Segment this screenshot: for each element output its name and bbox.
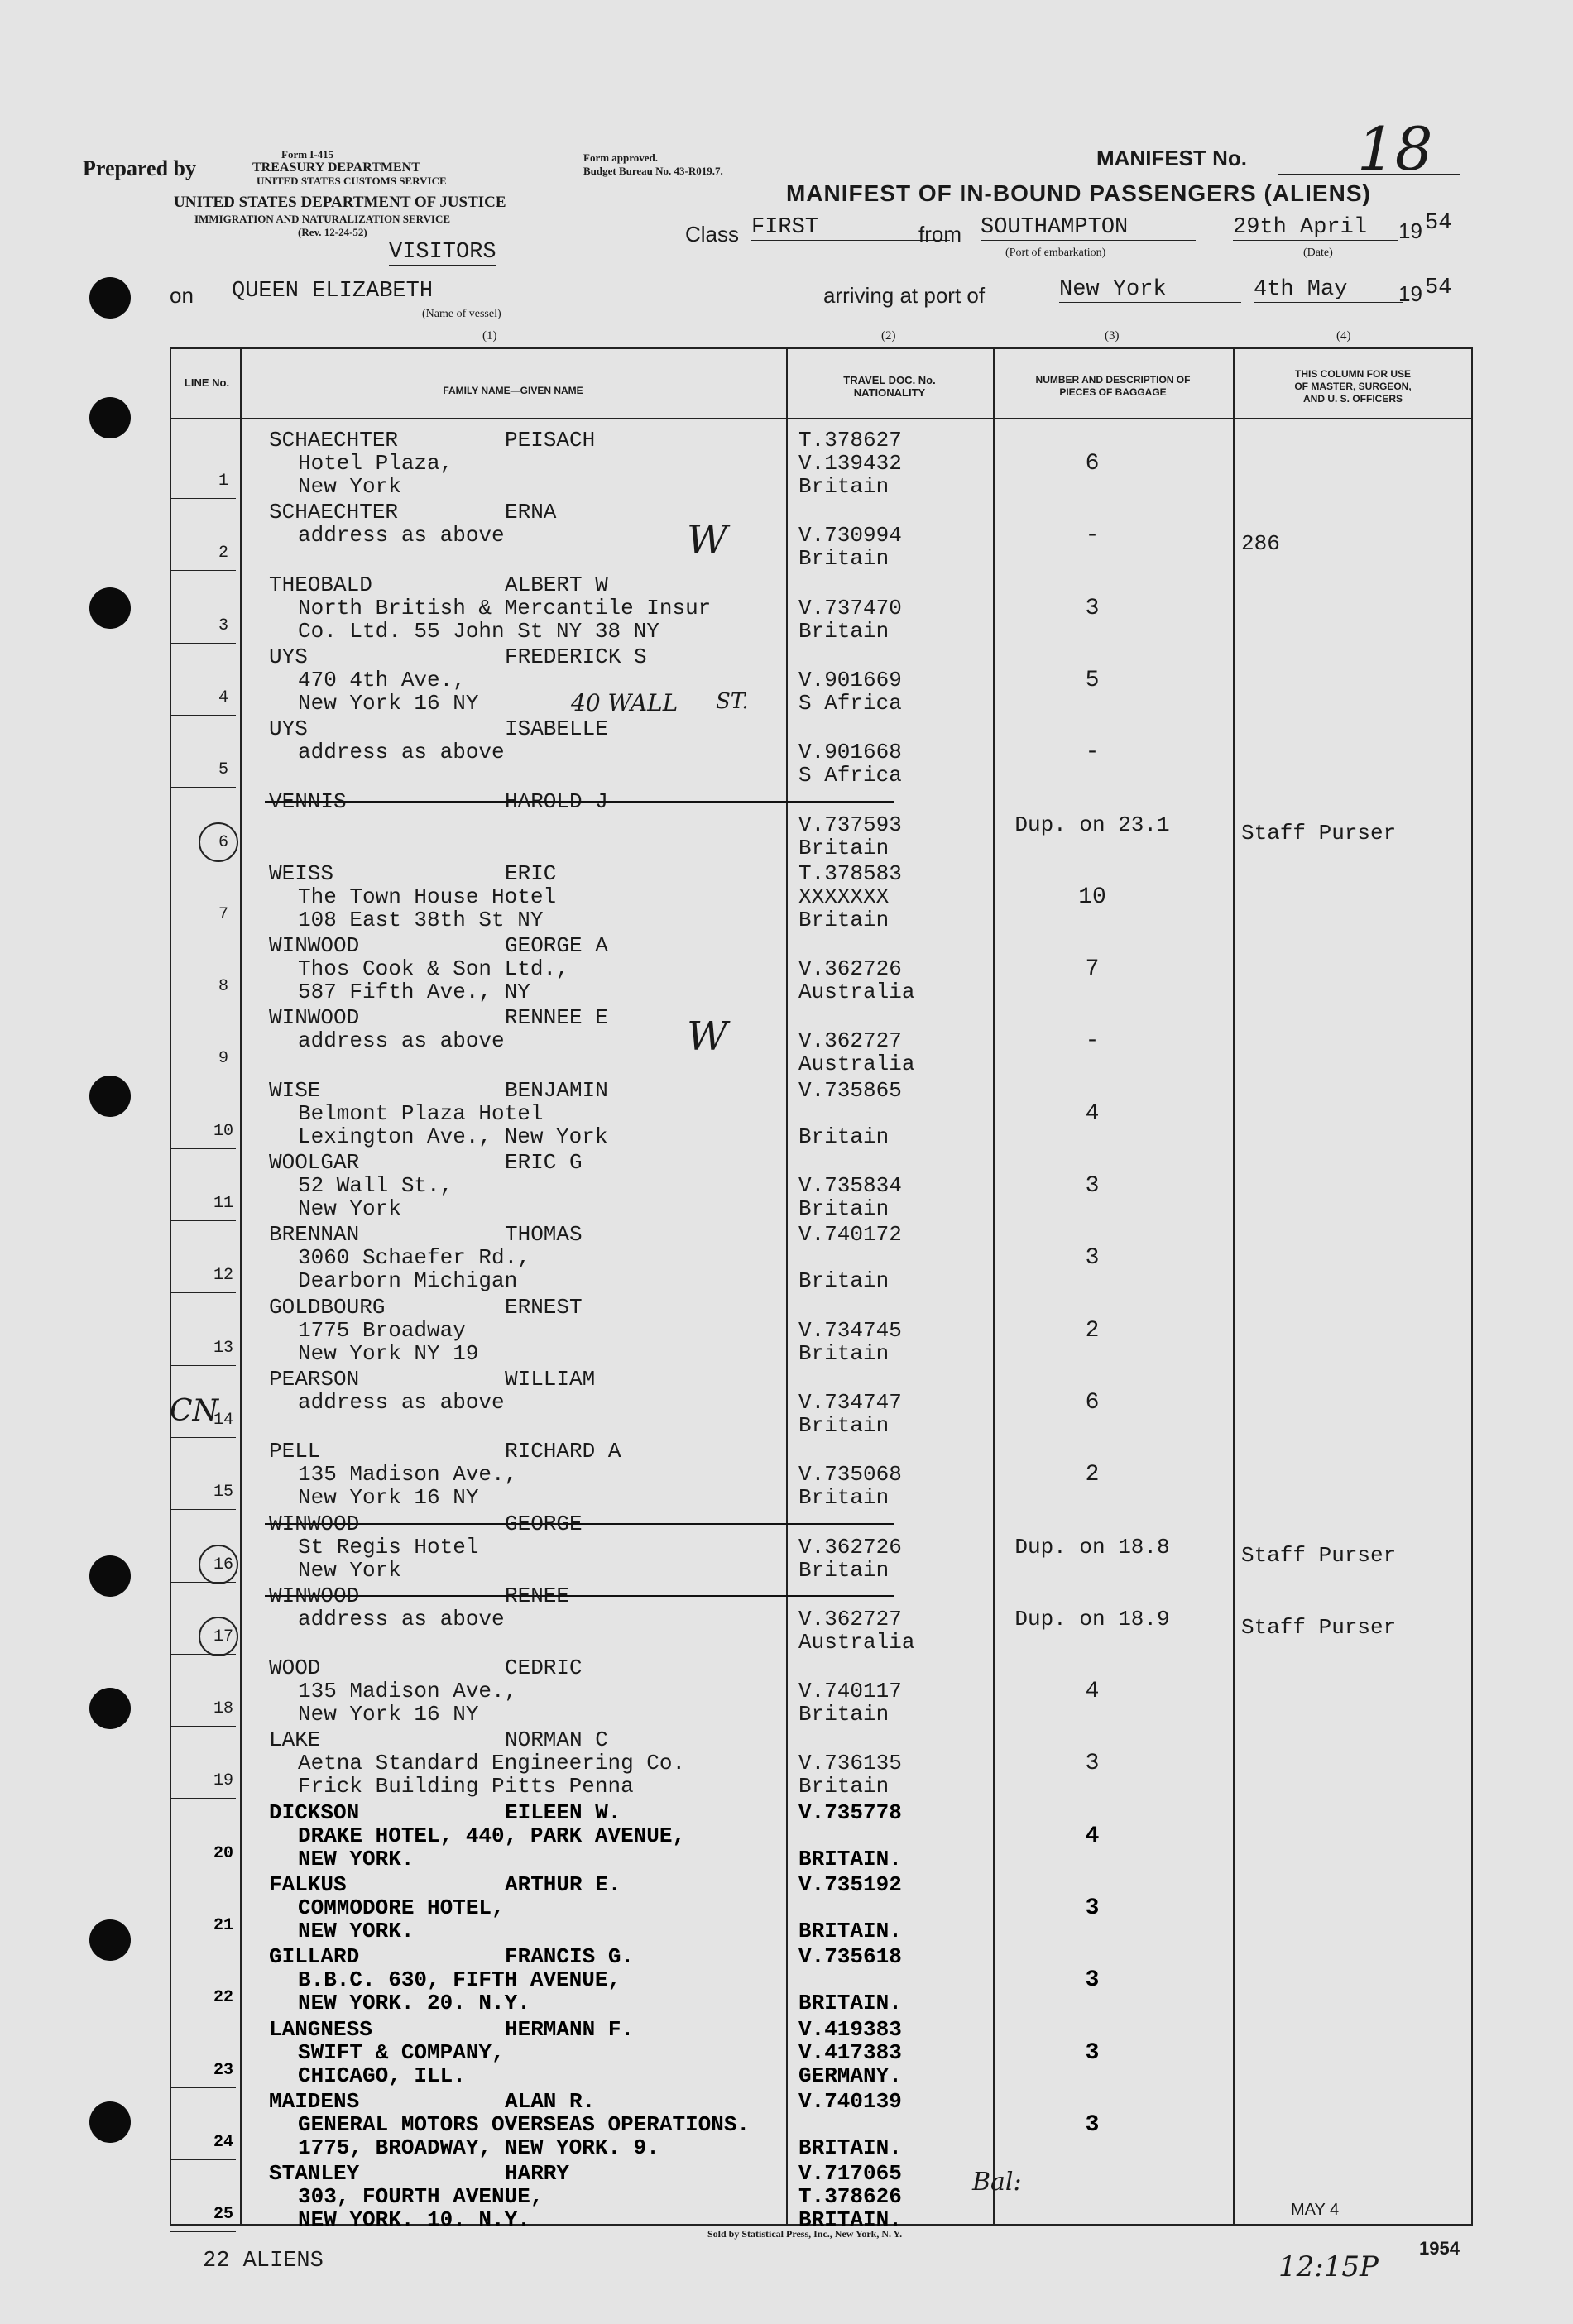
column-number-2: (2)	[881, 329, 896, 343]
baggage-count: -	[1085, 740, 1100, 766]
baggage-count: 10	[1078, 884, 1106, 910]
departure-date: 29th April	[1233, 215, 1398, 241]
table-row	[174, 2015, 1465, 2087]
date-stamp-time: 12:15P	[1278, 2250, 1379, 2283]
travel-doc-1: V.740172	[798, 1222, 902, 1248]
line-number: 6	[218, 832, 228, 852]
table-row	[174, 1437, 1465, 1509]
travel-doc-2: V.362726	[798, 1534, 902, 1560]
address-line-1: 52 Wall St.,	[298, 1173, 453, 1198]
header-baggage-2: PIECES OF BAGGAGE	[1059, 386, 1167, 398]
nationality: S Africa	[798, 763, 902, 788]
punch-hole	[89, 1076, 131, 1117]
given-name: EILEEN W.	[505, 1799, 621, 1825]
family-name: STANLEY	[269, 2161, 360, 2187]
address-line-2: NEW YORK.	[298, 1846, 415, 1871]
baggage-count: 2	[1085, 1317, 1100, 1344]
baggage-count: 2	[1085, 1462, 1100, 1488]
line-number: 20	[213, 1843, 233, 1863]
line-number: 25	[213, 2205, 233, 2225]
officer-note: Staff Purser	[1241, 1614, 1397, 1640]
nationality: Australia	[798, 980, 915, 1005]
family-name: PELL	[269, 1439, 321, 1464]
baggage-count: 3	[1085, 2111, 1100, 2138]
address-line-2: 587 Fifth Ave., NY	[298, 980, 530, 1005]
manifest-number: 18	[1357, 114, 1433, 184]
nationality: Britain	[798, 907, 890, 932]
travel-doc-2: V.362726	[798, 956, 902, 982]
family-name: DICKSON	[269, 1799, 360, 1825]
table-row	[174, 1004, 1465, 1076]
punch-hole	[89, 1688, 131, 1729]
address-line-1: 1775 Broadway	[298, 1317, 466, 1343]
dept-immigration: IMMIGRATION AND NATURALIZATION SERVICE	[194, 213, 451, 225]
address-line-2: Frick Building Pitts Penna	[298, 1774, 634, 1799]
travel-doc-2: V.734747	[798, 1389, 902, 1415]
punch-hole	[89, 1555, 131, 1597]
table-row	[174, 1943, 1465, 2015]
travel-doc-2: T.378626	[798, 2184, 902, 2210]
table-row	[174, 1654, 1465, 1726]
address-line-1: 135 Madison Ave.,	[298, 1462, 518, 1488]
address-line-2: Dearborn Michigan	[298, 1268, 518, 1294]
line-number: 14	[213, 1410, 233, 1430]
table-row	[174, 1365, 1465, 1437]
address-line-1: Hotel Plaza,	[298, 451, 453, 476]
address-line-1: 3060 Schaefer Rd.,	[298, 1245, 530, 1271]
port-of-embarkation: SOUTHAMPTON	[981, 215, 1196, 241]
nationality: Britain	[798, 835, 890, 860]
table-row	[174, 1582, 1465, 1654]
given-name: HARRY	[505, 2161, 570, 2187]
line-number: 24	[213, 2132, 233, 2152]
given-name: FRANCIS G.	[505, 1944, 635, 1970]
nationality: Britain	[798, 1340, 890, 1366]
column-number-3: (3)	[1105, 329, 1120, 343]
table-row	[174, 498, 1465, 570]
given-name: ERNA	[505, 500, 557, 525]
address-line-1: DRAKE HOTEL, 440, PARK AVENUE,	[298, 1823, 686, 1848]
nationality: BRITAIN.	[798, 1991, 902, 2016]
family-name: LAKE	[269, 1727, 321, 1753]
nationality: Britain	[798, 1196, 890, 1221]
punch-hole	[89, 1919, 131, 1961]
address-line-2: 1775, BROADWAY, NEW YORK. 9.	[298, 2135, 659, 2160]
baggage-count: 6	[1085, 1389, 1100, 1416]
given-name: BENJAMIN	[505, 1077, 608, 1103]
address-line-2: New York	[298, 1557, 401, 1583]
visitors-label: VISITORS	[389, 240, 496, 265]
arrival-port: New York	[1059, 277, 1241, 303]
given-name: CEDRIC	[505, 1656, 583, 1681]
line-number: 4	[218, 688, 228, 707]
nationality: Britain	[798, 1485, 890, 1511]
header-line-no: LINE No.	[184, 376, 230, 389]
travel-doc-2: V.737470	[798, 595, 902, 621]
address-line-1: SWIFT & COMPANY,	[298, 2039, 505, 2065]
punch-hole	[89, 277, 131, 319]
baggage-count: 5	[1085, 667, 1100, 693]
header-nationality: NATIONALITY	[853, 386, 926, 399]
baggage-count: -	[1085, 523, 1100, 549]
travel-doc-2: V.735834	[798, 1173, 902, 1198]
header-officers-2: OF MASTER, SURGEON,	[1294, 381, 1412, 392]
given-name: ALBERT W	[505, 572, 608, 597]
arrival-year-prefix: 19	[1398, 281, 1422, 306]
address-line-1: address as above	[298, 740, 505, 765]
travel-doc-2: V.362727	[798, 1028, 902, 1054]
manifest-number-underline	[1278, 174, 1460, 175]
nationality: Britain	[798, 1557, 890, 1583]
line-number: 18	[213, 1699, 233, 1719]
given-name: WILLIAM	[505, 1366, 596, 1392]
travel-doc-2: V.901669	[798, 667, 902, 692]
punch-hole	[89, 2101, 131, 2143]
line-circle-mark	[199, 1545, 238, 1584]
given-name: ISABELLE	[505, 716, 608, 742]
given-name: THOMAS	[505, 1222, 583, 1248]
line-number: 2	[218, 544, 228, 563]
punch-hole	[89, 397, 131, 438]
family-name: WINWOOD	[269, 1005, 360, 1031]
line-number: 22	[213, 1988, 233, 2008]
margin-wall-note: 40 WALL	[571, 689, 679, 716]
travel-doc-1: V.740139	[798, 2088, 902, 2114]
budget-bureau: Budget Bureau No. 43-R019.7.	[583, 165, 723, 177]
table-row	[174, 860, 1465, 932]
travel-doc-1: V.735192	[798, 1872, 902, 1897]
nationality: Britain	[798, 1412, 890, 1438]
nationality: S Africa	[798, 690, 902, 716]
given-name: ALAN R.	[505, 2088, 596, 2114]
baggage-count: 3	[1085, 1173, 1100, 1199]
family-name: PEARSON	[269, 1366, 360, 1392]
given-name: ERNEST	[505, 1294, 583, 1320]
class-value: FIRST	[751, 215, 950, 241]
family-name: WEISS	[269, 860, 334, 886]
family-name: BRENNAN	[269, 1222, 360, 1248]
given-name: RICHARD A	[505, 1439, 621, 1464]
travel-doc-2: V.736135	[798, 1751, 902, 1776]
year-prefix: 19	[1398, 218, 1422, 243]
header-officers-1: THIS COLUMN FOR USE	[1295, 368, 1411, 380]
header-officers-3: AND U. S. OFFICERS	[1302, 393, 1403, 405]
address-line-1: North British & Mercantile Insur	[298, 595, 712, 621]
travel-doc-1: V.735618	[798, 1944, 902, 1970]
line-number-divider	[170, 2231, 236, 2232]
family-name: UYS	[269, 716, 308, 742]
travel-doc-2: V.740117	[798, 1679, 902, 1704]
date-stamp-year: 1954	[1419, 2238, 1460, 2259]
arrival-year: 54	[1425, 276, 1452, 300]
table-row	[174, 571, 1465, 643]
family-name: GILLARD	[269, 1944, 360, 1970]
given-name: PEISACH	[505, 428, 596, 453]
travel-doc-2: XXXXXXX	[798, 884, 890, 909]
manifest-number-label: MANIFEST No.	[1096, 146, 1247, 170]
baggage-count: -	[1085, 1028, 1100, 1055]
address-line-1: 303, FOURTH AVENUE,	[298, 2184, 544, 2210]
travel-doc-2: V.901668	[798, 740, 902, 765]
address-line-1: 135 Madison Ave.,	[298, 1679, 518, 1704]
address-line-2: Lexington Ave., New York	[298, 1124, 608, 1149]
header-divider	[170, 418, 1473, 419]
given-name: NORMAN C	[505, 1727, 608, 1753]
nationality: BRITAIN.	[798, 1919, 902, 1943]
travel-doc-1: T.378583	[798, 860, 902, 886]
nationality: Britain	[798, 474, 890, 499]
line-number: 15	[213, 1483, 233, 1502]
strikethrough-line	[265, 801, 894, 803]
departure-year: 54	[1425, 211, 1452, 236]
travel-doc-1: V.419383	[798, 2016, 902, 2042]
manifest-title: MANIFEST OF IN-BOUND PASSENGERS (ALIENS)	[786, 180, 1371, 206]
header-baggage-1: NUMBER AND DESCRIPTION OF	[1035, 374, 1191, 386]
family-name: SCHAECHTER	[269, 428, 399, 453]
nationality: BRITAIN.	[798, 2135, 902, 2160]
family-name: LANGNESS	[269, 2016, 372, 2042]
address-line-1: The Town House Hotel	[298, 884, 557, 909]
line-number: 5	[218, 760, 228, 780]
table-row	[174, 1871, 1465, 1943]
address-line-2: Co. Ltd. 55 John St NY 38 NY	[298, 618, 659, 644]
table-row	[174, 1293, 1465, 1365]
travel-doc-2: V.734745	[798, 1317, 902, 1343]
family-name: WINWOOD	[269, 1511, 360, 1536]
table-row	[174, 715, 1465, 787]
nationality: Britain	[798, 618, 890, 644]
nationality: Britain	[798, 1774, 890, 1799]
printer-credit: Sold by Statistical Press, Inc., New York, N. Y.	[707, 2228, 903, 2240]
address-line-2: New York	[298, 474, 401, 499]
date-caption: (Date)	[1303, 247, 1333, 259]
table-row	[174, 1148, 1465, 1220]
balance-note: Bal:	[972, 2168, 1022, 2197]
given-name: GEORGE A	[505, 933, 608, 959]
family-name: FALKUS	[269, 1872, 347, 1897]
given-name: RENNEE E	[505, 1005, 608, 1031]
column-number-4: (4)	[1336, 329, 1351, 343]
baggage-count: 4	[1085, 1679, 1100, 1705]
travel-doc-1: V.735778	[798, 1799, 902, 1825]
line-number: 9	[218, 1049, 228, 1069]
line-number: 16	[213, 1555, 233, 1574]
port-embarkation-caption: (Port of embarkation)	[1005, 247, 1106, 259]
address-line-2: New York 16 NY	[298, 1702, 479, 1727]
family-name: MAIDENS	[269, 2088, 360, 2114]
travel-doc-1: V.735865	[798, 1077, 902, 1103]
given-name: HAROLD J	[505, 788, 608, 814]
given-name: ERIC G	[505, 1150, 583, 1175]
form-approved: Form approved.	[583, 151, 659, 164]
address-line-2: NEW YORK. 20. N.Y.	[298, 1991, 530, 2016]
address-line-2: CHICAGO, ILL.	[298, 2063, 466, 2088]
table-row	[174, 788, 1465, 860]
form-number: Form I-415	[281, 148, 334, 161]
address-line-2: NEW YORK.	[298, 1919, 415, 1943]
family-name: GOLDBOURG	[269, 1294, 386, 1320]
vessel-caption: (Name of vessel)	[422, 308, 501, 320]
header-baggage	[997, 374, 1229, 399]
travel-doc-2: V.362727	[798, 1606, 902, 1632]
baggage-count: Dup. on 18.9	[1014, 1606, 1170, 1632]
address-line-1: Belmont Plaza Hotel	[298, 1100, 544, 1126]
address-line-1: address as above	[298, 1389, 505, 1415]
address-line-1: address as above	[298, 1606, 505, 1632]
travel-doc-2: V.735068	[798, 1462, 902, 1488]
column-number-1: (1)	[482, 329, 497, 343]
address-line-1: B.B.C. 630, FIFTH AVENUE,	[298, 1967, 621, 1993]
table-row	[174, 1799, 1465, 1871]
given-name: GEORGE	[505, 1511, 583, 1536]
officer-note: Staff Purser	[1241, 1542, 1397, 1568]
line-number: 13	[213, 1338, 233, 1358]
header-officers	[1237, 368, 1469, 405]
baggage-count: Dup. on 18.8	[1014, 1534, 1170, 1560]
address-line-2: New York 16 NY	[298, 1485, 479, 1511]
family-name: WISE	[269, 1077, 321, 1103]
given-name: HERMANN F.	[505, 2016, 635, 2042]
address-line-1: address as above	[298, 1028, 505, 1054]
margin-st-note: ST.	[716, 689, 749, 714]
table-row	[174, 932, 1465, 1004]
header-family-name: FAMILY NAME—GIVEN NAME	[443, 385, 583, 396]
address-line-1: St Regis Hotel	[298, 1534, 479, 1560]
baggage-count: 3	[1085, 1245, 1100, 1272]
strikethrough-line	[265, 1595, 894, 1597]
class-label: Class	[685, 222, 740, 247]
arrival-date: 4th May	[1254, 277, 1403, 303]
vessel-name: QUEEN ELIZABETH	[232, 279, 761, 304]
address-line-1: GENERAL MOTORS OVERSEAS OPERATIONS.	[298, 2111, 751, 2137]
date-stamp-month: MAY 4	[1291, 2201, 1340, 2219]
given-name: RENEE	[505, 1583, 570, 1608]
table-row	[174, 426, 1465, 498]
form-revision: (Rev. 12-24-52)	[298, 226, 367, 238]
address-line-2: New York NY 19	[298, 1340, 479, 1366]
strikethrough-line	[265, 1523, 894, 1525]
table-row	[174, 1220, 1465, 1292]
address-line-2: New York	[298, 1196, 401, 1221]
header-travel-doc-1: TRAVEL DOC. No.	[843, 374, 936, 386]
line-number: 8	[218, 977, 228, 997]
travel-doc-2: V.737593	[798, 812, 902, 837]
baggage-count: 3	[1085, 595, 1100, 621]
travel-doc-2: V.139432	[798, 451, 902, 476]
arriving-label: arriving at port of	[823, 283, 986, 308]
margin-w-mark: W	[687, 517, 728, 563]
travel-doc-1: T.378627	[798, 428, 902, 453]
line-number: 23	[213, 2060, 233, 2080]
nationality: Britain	[798, 1702, 890, 1727]
address-line-1: address as above	[298, 523, 505, 549]
nationality: BRITAIN.	[798, 2207, 902, 2233]
line-number: 7	[218, 904, 228, 924]
travel-doc-1: V.717065	[798, 2161, 902, 2187]
family-name: VENNIS	[269, 788, 347, 814]
table-row	[174, 2159, 1465, 2231]
table-row	[174, 1076, 1465, 1148]
baggage-count: 3	[1085, 1751, 1100, 1777]
punch-hole	[89, 587, 131, 629]
address-line-2: NEW YORK. 10. N.Y.	[298, 2207, 530, 2233]
on-label: on	[170, 283, 194, 308]
table-row	[174, 2087, 1465, 2159]
nationality: Britain	[798, 546, 890, 572]
baggage-count: 6	[1085, 451, 1100, 477]
table-row	[174, 643, 1465, 715]
nationality: Britain	[798, 1268, 890, 1294]
nationality: Britain	[798, 1124, 890, 1149]
baggage-count: 4	[1085, 1823, 1100, 1849]
address-line-1: 470 4th Ave.,	[298, 667, 466, 692]
officer-note: 286	[1241, 531, 1280, 557]
line-circle-mark	[199, 822, 238, 862]
line-number: 21	[213, 1916, 233, 1935]
travel-doc-2: V.730994	[798, 523, 902, 549]
prepared-by: Prepared by	[83, 156, 196, 180]
address-line-1: COMMODORE HOTEL,	[298, 1895, 505, 1920]
baggage-count: 3	[1085, 1895, 1100, 1921]
table-row	[174, 1510, 1465, 1582]
baggage-count: Dup. on 23.1	[1014, 812, 1170, 837]
from-label: from	[918, 222, 962, 247]
family-name: WOOD	[269, 1656, 321, 1681]
line-number: 17	[213, 1627, 233, 1646]
line-circle-mark	[199, 1617, 238, 1656]
table-row	[174, 1726, 1465, 1798]
line-number: 19	[213, 1771, 233, 1791]
header-travel-doc	[790, 374, 989, 399]
line-number: 12	[213, 1266, 233, 1286]
officer-note: Staff Purser	[1241, 820, 1397, 846]
given-name: ERIC	[505, 860, 557, 886]
line-number: 11	[213, 1194, 233, 1213]
nationality: Australia	[798, 1629, 915, 1655]
dept-justice: UNITED STATES DEPARTMENT OF JUSTICE	[174, 194, 506, 211]
given-name: ARTHUR E.	[505, 1872, 621, 1897]
given-name: FREDERICK S	[505, 644, 647, 669]
address-line-2: 108 East 38th St NY	[298, 907, 544, 932]
family-name: WINWOOD	[269, 1583, 360, 1608]
nationality: Australia	[798, 1052, 915, 1077]
line-number: 1	[218, 472, 228, 491]
family-name: SCHAECHTER	[269, 500, 399, 525]
line-number: 10	[213, 1121, 233, 1141]
baggage-count: 7	[1085, 956, 1100, 983]
family-name: WINWOOD	[269, 933, 360, 959]
family-name: THEOBALD	[269, 572, 372, 597]
family-name: WOOLGAR	[269, 1150, 360, 1175]
margin-cn-note: CN	[170, 1394, 219, 1428]
alien-total: 22 ALIENS	[203, 2249, 324, 2274]
dept-customs: UNITED STATES CUSTOMS SERVICE	[257, 175, 447, 187]
nationality: BRITAIN.	[798, 1846, 902, 1871]
address-line-1: Thos Cook & Son Ltd.,	[298, 956, 569, 982]
address-line-2: New York 16 NY	[298, 690, 479, 716]
baggage-count: 3	[1085, 2039, 1100, 2066]
baggage-count: 3	[1085, 1967, 1100, 1994]
margin-w-mark-2: W	[687, 1013, 728, 1060]
address-line-1: Aetna Standard Engineering Co.	[298, 1751, 686, 1776]
baggage-count: 4	[1085, 1100, 1100, 1127]
line-number: 3	[218, 616, 228, 635]
travel-doc-2: V.417383	[798, 2039, 902, 2065]
nationality: GERMANY.	[798, 2063, 902, 2088]
family-name: UYS	[269, 644, 308, 669]
dept-treasury: TREASURY DEPARTMENT	[252, 161, 420, 175]
